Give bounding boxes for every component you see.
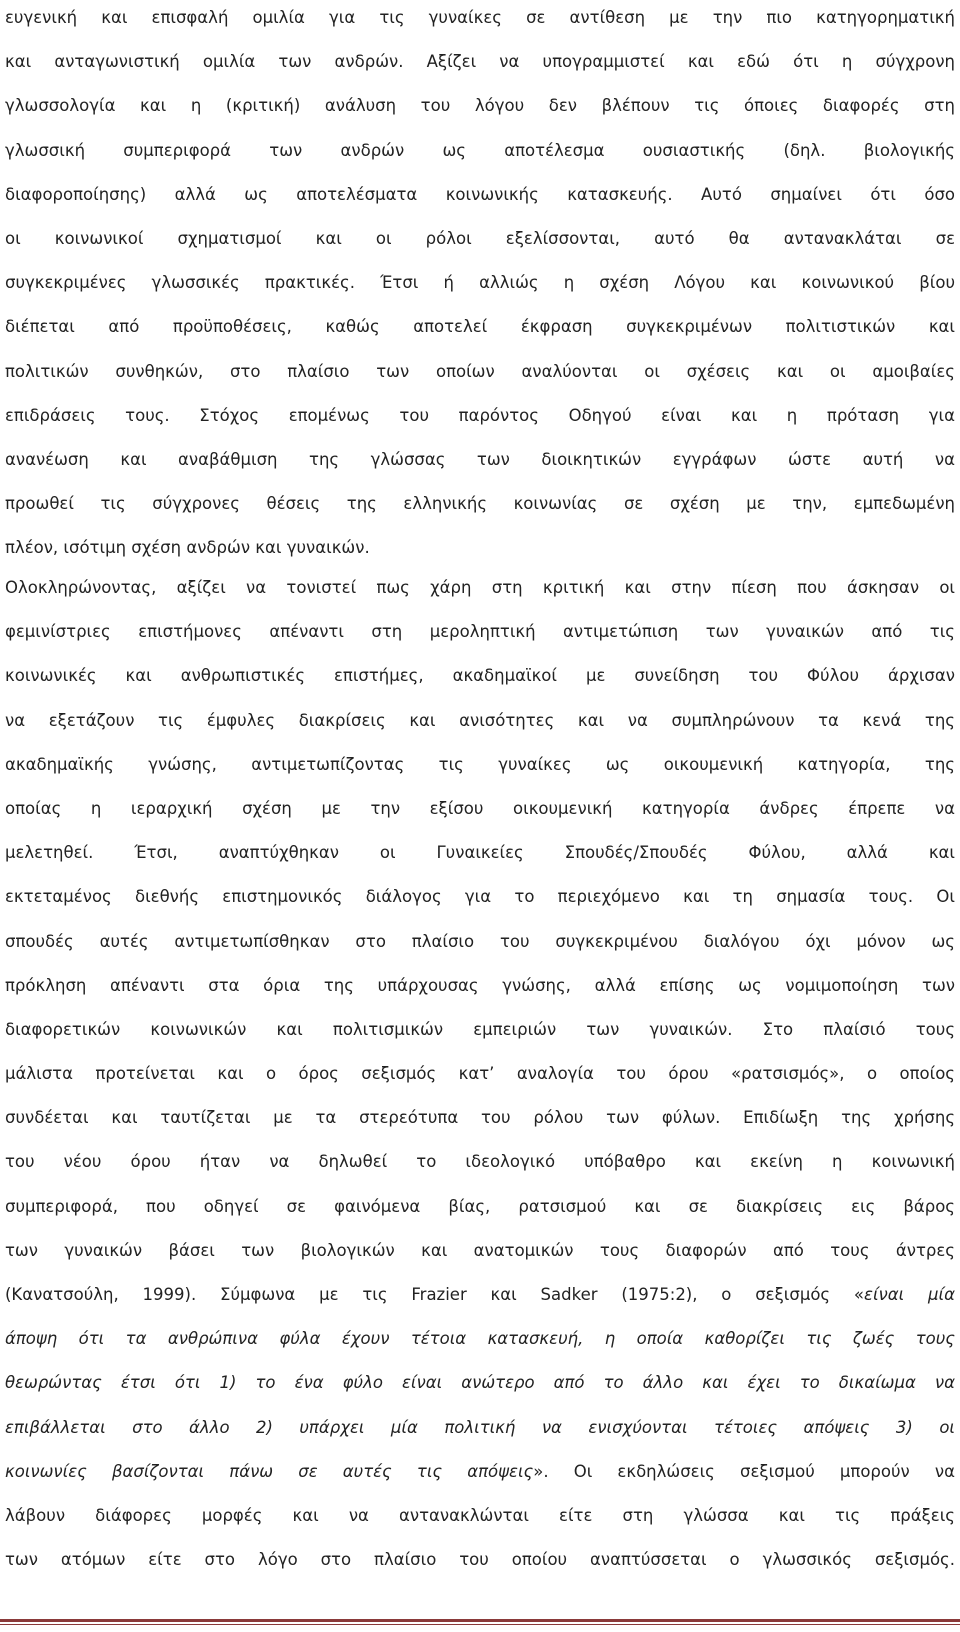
text-line	[5, 1273, 955, 1317]
text-line: πρόκληση απέναντι στα όρια της υπάρχουσας γνώσης, αλλά επίσης ως νομιμοποίηση των	[5, 975, 955, 995]
quote-text: άποψη ότι τα ανθρώπινα φύλα έχουν τέτοια κατασκευή, η οποία καθορίζει τις ζωές τους	[5, 1329, 955, 1349]
text-line: οι κοινωνικοί σχηματισμοί και οι ρόλοι εξελίσσονται, αυτό θα αντανακλάται σε	[5, 228, 955, 248]
footer-rule-thin	[0, 1624, 960, 1625]
text-line: ευγενική και επισφαλή ομιλία για τις γυναίκες σε αντίθεση με την πιο κατηγορηματική	[5, 8, 955, 27]
paragraph-1	[5, 0, 955, 570]
text-line: προωθεί τις σύγχρονες θέσεις της ελληνικής κοινωνίας σε σχέση με την, εμπεδωμένη	[5, 494, 955, 514]
text-line: των ατόμων είτε στο λόγο στο πλαίσιο του οποίου αναπτύσσεται ο γλωσσικός σεξισμός.	[5, 1550, 955, 1570]
text-line	[5, 1406, 955, 1450]
text-line: Ολοκληρώνοντας, αξίζει να τονιστεί πως χάρη στη κριτική και στην πίεση που άσκησαν οι	[5, 578, 955, 597]
text-line: κοινωνικές και ανθρωπιστικές επιστήμες, ακαδημαϊκοί με συνείδηση του Φύλου άρχισαν	[5, 666, 955, 686]
text-line: λάβουν διάφορες μορφές και να αντανακλώνται είτε στη γλώσσα και τις πράξεις	[5, 1505, 955, 1525]
paragraph-2	[5, 566, 955, 1582]
text-line: πλέον, ισότιμη σχέση ανδρών και γυναικών.	[5, 538, 370, 558]
text-line: να εξετάζουν τις έμφυλες διακρίσεις και ανισότητες και να συμπληρώνουν τα κενά της	[5, 710, 955, 730]
text-line: των γυναικών βάσει των βιολογικών και ανατομικών τους διαφορών από τους άντρες	[5, 1240, 955, 1260]
text-line: γλωσσική συμπεριφορά των ανδρών ως αποτέλεσμα ουσιαστικής (δηλ. βιολογικής	[5, 140, 955, 160]
text-line	[5, 1317, 955, 1361]
text-segment: ». Οι εκδηλώσεις σεξισμού μπορούν να	[533, 1461, 955, 1481]
text-line: διαφοροποίησης) αλλά ως αποτελέσματα κοινωνικής κατασκευής. Αυτό σημαίνει ότι όσο	[5, 184, 955, 204]
text-line: ανανέωση και αναβάθμιση της γλώσσας των διοικητικών εγγράφων ώστε αυτή να	[5, 449, 955, 469]
text-line: σπουδές αυτές αντιμετωπίσθηκαν στο πλαίσιο του συγκεκριμένου διαλόγου όχι μόνον ως	[5, 931, 955, 951]
text-line: μελετηθεί. Έτσι, αναπτύχθηκαν οι Γυναικείες Σπουδές/Σπουδές Φύλου, αλλά και	[5, 843, 955, 863]
text-line	[5, 1361, 955, 1405]
text-line: μάλιστα προτείνεται και ο όρος σεξισμός κατ’ αναλογία του όρου «ρατσισμός», ο οποίος	[5, 1064, 955, 1084]
text-line: διαφορετικών κοινωνικών και πολιτισμικών εμπειριών των γυναικών. Στο πλαίσιό τους	[5, 1019, 955, 1039]
text-line: συνδέεται και ταυτίζεται με τα στερεότυπα του ρόλου των φύλων. Επιδίωξη της χρήσης	[5, 1108, 955, 1128]
text-segment: (Κανατσούλη, 1999). Σύμφωνα με τις Frazier και Sadker (1975:2), ο σεξισμός «	[5, 1285, 865, 1304]
text-line: φεμινίστριες επιστήμονες απέναντι στη μεροληπτική αντιμετώπιση των γυναικών από τις	[5, 622, 955, 642]
text-line: επιδράσεις τους. Στόχος επομένως του παρόντος Οδηγού είναι και η πρόταση για	[5, 405, 955, 425]
text-line: ακαδημαϊκής γνώσης, αντιμετωπίζοντας τις γυναίκες ως οικουμενική κατηγορία, της	[5, 754, 955, 774]
text-line: πολιτικών συνθηκών, στο πλαίσιο των οποίων αναλύονται οι σχέσεις και οι αμοιβαίες	[5, 361, 955, 381]
text-line: συμπεριφορά, που οδηγεί σε φαινόμενα βίας, ρατσισμού και σε διακρίσεις εις βάρος	[5, 1196, 955, 1216]
quote-text: θεωρώντας έτσι ότι 1) το ένα φύλο είναι ανώτερο από το άλλο και έχει το δικαίωμα να	[5, 1373, 955, 1393]
text-line: διέπεται από προϋποθέσεις, καθώς αποτελεί έκφραση συγκεκριμένων πολιτιστικών και	[5, 317, 955, 337]
text-line: εκτεταμένος διεθνής επιστημονικός διάλογος για το περιεχόμενο και τη σημασία τους. Οι	[5, 887, 955, 907]
footer-rule	[0, 1619, 960, 1622]
text-line: και ανταγωνιστική ομιλία των ανδρών. Αξίζει να υπογραμμιστεί και εδώ ότι η σύγχρονη	[5, 52, 955, 72]
text-line: συγκεκριμένες γλωσσικές πρακτικές. Έτσι ή αλλιώς η σχέση Λόγου και κοινωνικού βίου	[5, 273, 955, 293]
text-line: οποίας η ιεραρχική σχέση με την εξίσου οικουμενική κατηγορία άνδρες έπρεπε να	[5, 798, 955, 818]
quote-text: κοινωνίες βασίζονται πάνω σε αυτές τις απόψεις	[5, 1461, 534, 1481]
quote-text: είναι μία	[864, 1285, 955, 1304]
text-line	[5, 1450, 955, 1494]
quote-text: επιβάλλεται στο άλλο 2) υπάρχει μία πολιτική να ενισχύονται τέτοιες απόψεις 3) οι	[5, 1417, 955, 1437]
text-line: του νέου όρου ήταν να δηλωθεί το ιδεολογικό υπόβαθρο και εκείνη η κοινωνική	[5, 1152, 955, 1172]
text-line: γλωσσολογία και η (κριτική) ανάλυση του λόγου δεν βλέπουν τις όποιες διαφορές στη	[5, 96, 955, 116]
